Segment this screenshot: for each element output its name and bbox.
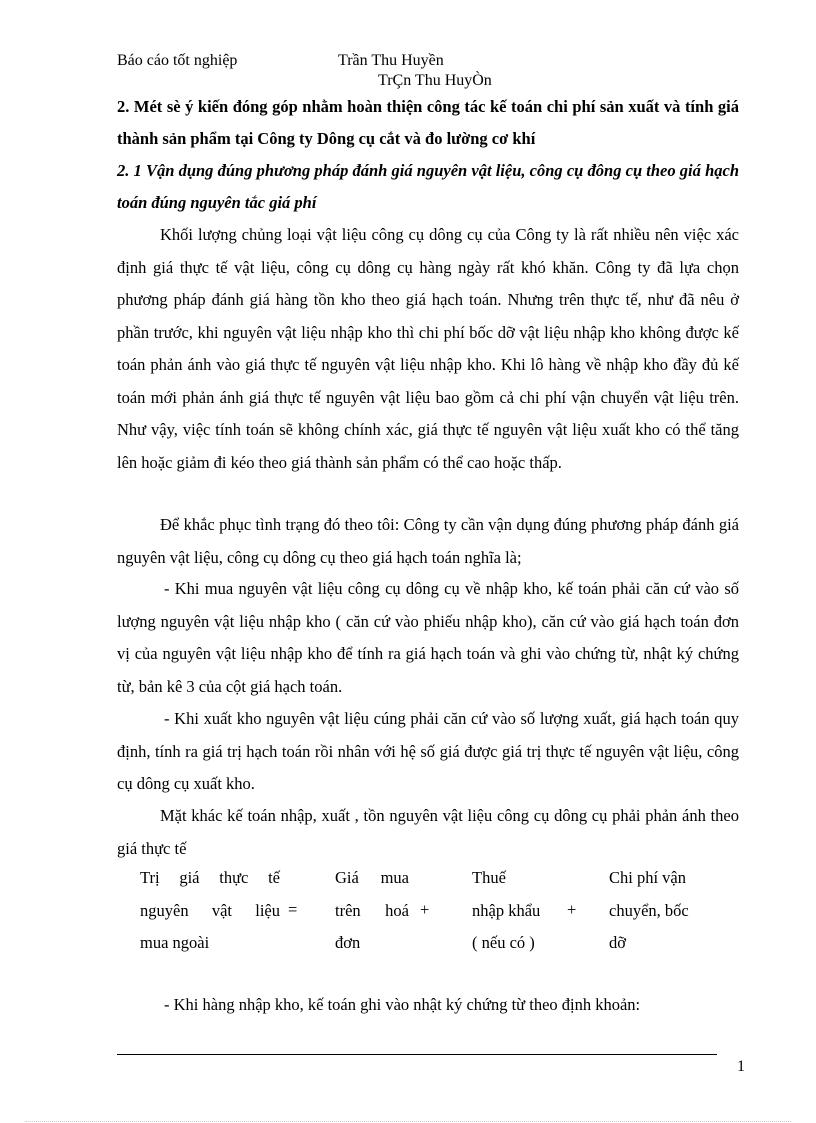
- page-number: 1: [737, 1058, 745, 1075]
- subsection-heading: 2. 1 Vận dụng đúng phương pháp đánh giá nguyên vật liệu, công cụ đông cụ theo giá hạch toán đúng nguyên tắc giá phí: [117, 161, 739, 212]
- paragraph-1: Khối lượng chủng loại vật liệu công cụ dông cụ của Công ty là rất nhiều nên việc xác định giá thực tế vật liệu, công cụ dông cụ hàng ngày rất khó khăn. Công ty đã lựa chọn phương pháp đánh giá hàng tồn kho theo giá hạch toán. Nhưng trên thực tế, như đã nêu ở phần trước, khi nguyên vật liệu nhập kho thì chi phí bốc dỡ vật liệu nhập kho không được kế toán phản ánh vào giá thực tế nguyên vật liệu nhập kho. Khi lô hàng về nhập kho đầy đủ kế toán mới phản ánh giá thực tế nguyên vật liệu bao gồm cả chi phí vận chuyển vật liệu trên. Như vậy, việc tính toán sẽ không chính xác, giá thực tế nguyên vật liệu xuất kho có thể tăng lên hoặc giảm đi kéo theo giá thành sản phẩm có thể cao hoặc thấp.: [117, 225, 739, 472]
- page-bottom-dotted-line: [25, 1121, 791, 1122]
- paragraph-2: Để khắc phục tình trạng đó theo tôi: Công ty cần vận dụng đúng phương pháp đánh giá nguyên vật liệu, công cụ dông cụ theo giá hạch toán nghĩa là;: [117, 515, 739, 567]
- formula-plus-2: +: [567, 900, 577, 919]
- formula-equals: =: [288, 900, 298, 919]
- formula-plus-1: +: [420, 900, 430, 919]
- formula-col-1: Trị giá thực tế nguyên vật liệu mua ngoài: [140, 868, 280, 952]
- header-left: Báo cáo tốt nghiệp: [117, 52, 238, 69]
- formula-col-3: Thuế nhập khẩu ( nếu có ): [472, 868, 541, 952]
- paragraph-4: - Khi xuất kho nguyên vật liệu cúng phải căn cứ vào số lượng xuất, giá hạch toán quy định, tính ra giá trị hạch toán rồi nhân với hệ số giá được giá trị thực tế nguyên vật liệu, công cụ dông cụ xuất kho.: [117, 709, 739, 793]
- formula-col-4: Chi phí vận chuyển, bốc dỡ: [609, 868, 689, 952]
- header-author: Trần Thu Huyền: [338, 52, 444, 69]
- section-heading: 2. Mét sè ý kiến đóng góp nhằm hoàn thiện công tác kế toán chi phí sản xuất và tính giá thành sản phẩm tại Công ty Dông cụ cắt và đo lường cơ khí: [117, 97, 739, 148]
- header-author-garbled: TrÇn Thu HuyÒn: [378, 72, 492, 89]
- formula-col-2: Giá mua trên hoá đơn: [335, 868, 409, 952]
- paragraph-6: - Khi hàng nhập kho, kế toán ghi vào nhật ký chứng từ theo định khoản:: [164, 995, 641, 1014]
- footer-rule: [117, 1054, 717, 1055]
- paragraph-5: Mặt khác kế toán nhập, xuất , tồn nguyên vật liệu công cụ dông cụ phải phản ánh theo giá thực tế: [117, 806, 739, 858]
- paragraph-3: - Khi mua nguyên vật liệu công cụ dông cụ về nhập kho, kế toán phải căn cứ vào số lượng nguyên vật liệu nhập kho ( căn cứ vào phiếu nhập kho), căn cứ vào giá hạch toán đơn vị của nguyên vật liệu nhập kho để tính ra giá hạch toán và ghi vào chứng từ, nhật ký chứng từ, bản kê 3 của cột giá hạch toán.: [117, 579, 739, 696]
